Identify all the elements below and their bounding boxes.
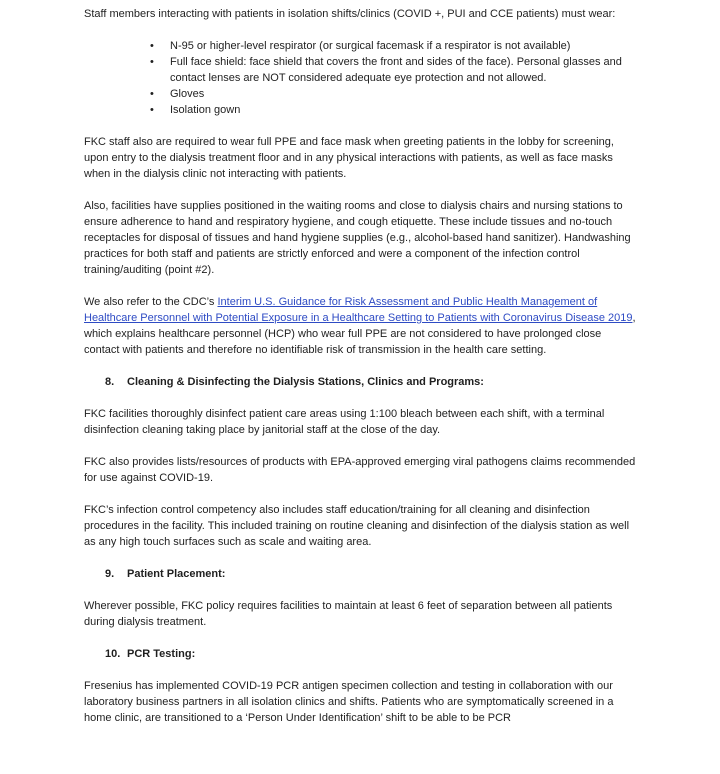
list-item-text: N-95 or higher-level respirator (or surgical facemask if a respirator is not available) bbox=[170, 40, 571, 52]
list-item-text: Gloves bbox=[170, 88, 205, 100]
paragraph-infection-control-training: FKC’s infection control competency also includes staff education/training for all cleaning and disinfection procedures in the facility. This included training on routine cleaning and disinfection of the dialysis station as well as any high touch surfaces such as scale and waiting area. bbox=[84, 504, 630, 548]
list-item bbox=[84, 38, 638, 54]
bullet-icon: • bbox=[150, 104, 154, 116]
cdc-reference-text-before: We also refer to the CDC’s bbox=[84, 296, 218, 308]
paragraph-epa-products: FKC also provides lists/resources of products with EPA-approved emerging viral pathogens claims recommended for use against COVID-19. bbox=[84, 456, 636, 484]
list-item bbox=[84, 102, 638, 118]
section-heading-pcr-testing bbox=[84, 646, 638, 662]
section-number: 10. bbox=[105, 648, 121, 660]
cdc-reference-text-after: , which explains healthcare personnel (HCP) who wear full PPE are not considered to have prolonged close contact with patients and therefore no identifiable risk of transmission in the health care setting. bbox=[84, 312, 636, 356]
section-number: 9. bbox=[105, 568, 115, 580]
paragraph-fkc-staff-ppe: FKC staff also are required to wear full PPE and face mask when greeting patients in the lobby for screening, upon entry to the dialysis treatment floor and in any physical interactions with patients, as well as face masks when in the dialysis clinic not interacting with patients. bbox=[84, 136, 614, 180]
bullet-icon: • bbox=[150, 88, 154, 100]
section-title: PCR Testing: bbox=[127, 648, 196, 660]
list-item-text: Isolation gown bbox=[170, 104, 241, 116]
paragraph-cdc-reference bbox=[84, 294, 638, 358]
bullet-icon: • bbox=[150, 56, 154, 68]
section-title: Cleaning & Disinfecting the Dialysis Stations, Clinics and Programs: bbox=[127, 376, 484, 388]
bullet-icon: • bbox=[150, 40, 154, 52]
paragraph-bleach-disinfection: FKC facilities thoroughly disinfect patient care areas using 1:100 bleach between each shift, with a terminal disinfection cleaning taking place by janitorial staff at the close of the day. bbox=[84, 408, 605, 436]
section-title: Patient Placement: bbox=[127, 568, 226, 580]
paragraph-hygiene-supplies: Also, facilities have supplies positioned in the waiting rooms and close to dialysis chairs and nursing stations to ensure adherence to hand and respiratory hygiene, and cough etiquette. These include tissues and no-touch receptacles for disposal of tissues and hand hygiene supplies (e.g., alcohol-based hand sanitizer). Handwashing practices for both staff and patients are strictly enforced and were a component of the infection control training/auditing (point #2). bbox=[84, 200, 631, 276]
list-item bbox=[84, 86, 638, 102]
list-item-text: Full face shield: face shield that covers the front and sides of the face). Personal glasses and contact lenses are NOT considered adequate eye protection and not allowed. bbox=[170, 56, 622, 84]
paragraph-pcr-collection: Fresenius has implemented COVID-19 PCR antigen specimen collection and testing in collaboration with our laboratory business partners in all isolation clinics and shifts. Patients who are symptomatically screened in a home clinic, are transitioned to a ‘Person Under Identification’ shift to be able to be PCR bbox=[84, 680, 614, 724]
paragraph-staff-ppe-intro: Staff members interacting with patients in isolation shifts/clinics (COVID +, PUI and CCE patients) must wear: bbox=[84, 8, 616, 20]
ppe-list bbox=[84, 38, 638, 118]
section-heading-patient-placement bbox=[84, 566, 638, 582]
list-item bbox=[84, 54, 638, 86]
paragraph-separation-policy: Wherever possible, FKC policy requires facilities to maintain at least 6 feet of separation between all patients during dialysis treatment. bbox=[84, 600, 613, 628]
cdc-guidance-link[interactable]: Interim U.S. Guidance for Risk Assessment and Public Health Management of Healthcare Personnel with Potential Exposure in a Healthcare Setting to Patients with Coronavirus Disease 2019 bbox=[84, 296, 633, 324]
section-number: 8. bbox=[105, 376, 115, 388]
section-heading-cleaning-disinfecting bbox=[84, 374, 638, 390]
